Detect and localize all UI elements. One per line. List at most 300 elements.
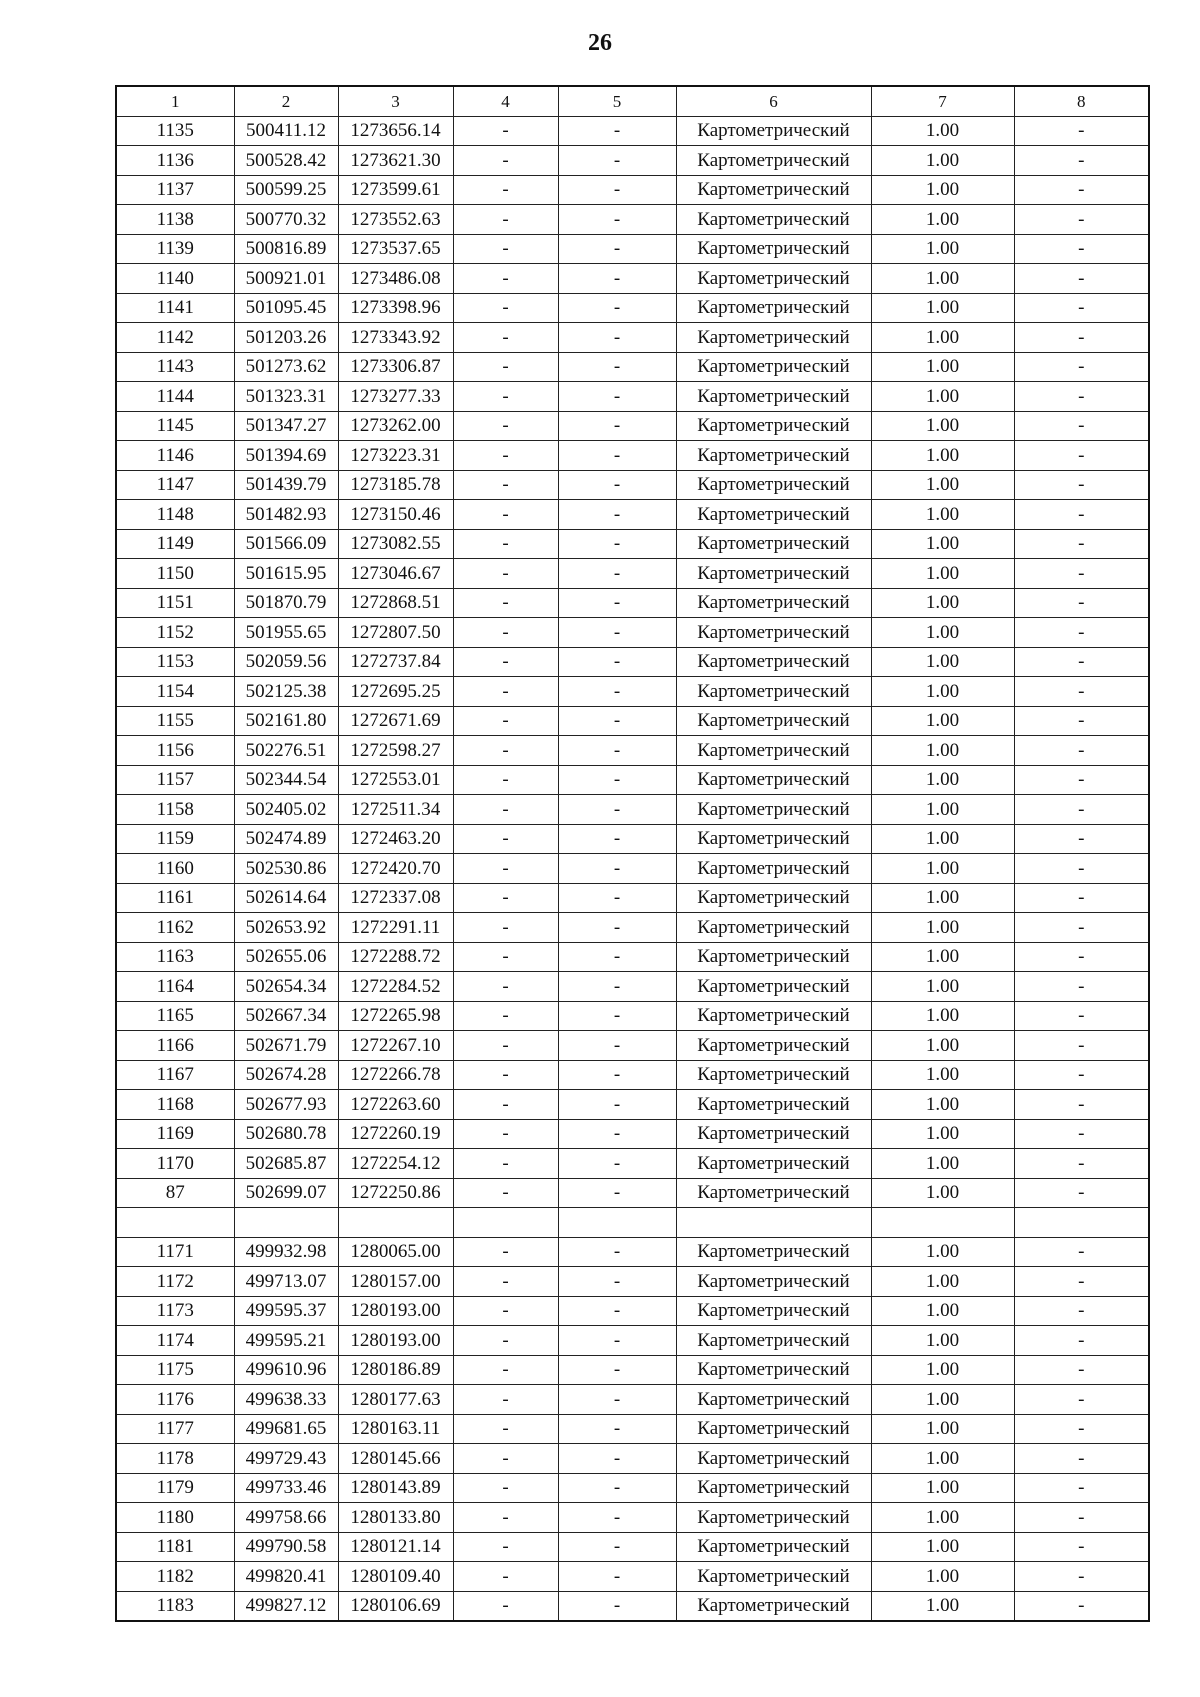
table-row: [116, 1237, 1149, 1267]
method-cell: Картометрический: [676, 1503, 871, 1533]
col-4-value-cell: -: [453, 588, 558, 618]
point-number-cell: 1137: [116, 175, 234, 205]
table-row: [116, 1355, 1149, 1385]
point-number-cell: 1176: [116, 1385, 234, 1415]
x-coordinate-cell: 499713.07: [234, 1267, 338, 1297]
col-4-value-cell: -: [453, 116, 558, 146]
col-8-value-cell: -: [1014, 647, 1149, 677]
col-8-value-cell: -: [1014, 529, 1149, 559]
col-8-value-cell: -: [1014, 1326, 1149, 1356]
col-4-value-cell: -: [453, 1267, 558, 1297]
y-coordinate-cell: 1272265.98: [338, 1001, 453, 1031]
col-8-value-cell: -: [1014, 175, 1149, 205]
point-number-cell: 1153: [116, 647, 234, 677]
col-4-value-cell: -: [453, 411, 558, 441]
table-row: [116, 559, 1149, 589]
col-5-value-cell: -: [558, 706, 676, 736]
col-5-value-cell: -: [558, 618, 676, 648]
x-coordinate-cell: 502699.07: [234, 1178, 338, 1208]
table-row: [116, 854, 1149, 884]
x-coordinate-cell: 502530.86: [234, 854, 338, 884]
x-coordinate-cell: 502125.38: [234, 677, 338, 707]
x-coordinate-cell: 502614.64: [234, 883, 338, 913]
col-5-value-cell: -: [558, 795, 676, 825]
accuracy-cell: 1.00: [871, 559, 1014, 589]
header-col-4: 4: [453, 86, 558, 116]
col-5-value-cell: -: [558, 765, 676, 795]
col-5-value-cell: -: [558, 1237, 676, 1267]
method-cell: Картометрический: [676, 352, 871, 382]
table-row: [116, 765, 1149, 795]
x-coordinate-cell: 499733.46: [234, 1473, 338, 1503]
table-row: [116, 1562, 1149, 1592]
point-number-cell: 1182: [116, 1562, 234, 1592]
col-5-value-cell: -: [558, 942, 676, 972]
accuracy-cell: 1.00: [871, 1237, 1014, 1267]
col-8-value-cell: -: [1014, 913, 1149, 943]
col-4-value-cell: -: [453, 736, 558, 766]
accuracy-cell: 1.00: [871, 116, 1014, 146]
col-5-value-cell: -: [558, 588, 676, 618]
col-4-value-cell: -: [453, 1385, 558, 1415]
accuracy-cell: 1.00: [871, 529, 1014, 559]
col-8-value-cell: -: [1014, 1414, 1149, 1444]
col-4-value-cell: -: [453, 942, 558, 972]
y-coordinate-cell: 1273082.55: [338, 529, 453, 559]
method-cell: Картометрический: [676, 234, 871, 264]
col-5-value-cell: -: [558, 323, 676, 353]
col-4-value-cell: -: [453, 913, 558, 943]
col-8-value-cell: -: [1014, 854, 1149, 884]
col-5-value-cell: -: [558, 1001, 676, 1031]
point-number-cell: 1161: [116, 883, 234, 913]
col-5-value-cell: -: [558, 1296, 676, 1326]
col-5-value-cell: -: [558, 1414, 676, 1444]
col-5-value-cell: -: [558, 1326, 676, 1356]
accuracy-cell: 1.00: [871, 323, 1014, 353]
col-5-value-cell: -: [558, 1031, 676, 1061]
col-8-value-cell: -: [1014, 883, 1149, 913]
table-header-row: [116, 86, 1149, 116]
col-5-value-cell: -: [558, 205, 676, 235]
point-number-cell: 1172: [116, 1267, 234, 1297]
y-coordinate-cell: 1273537.65: [338, 234, 453, 264]
accuracy-cell: 1.00: [871, 1001, 1014, 1031]
col-4-value-cell: -: [453, 470, 558, 500]
header-col-3: 3: [338, 86, 453, 116]
col-8-value-cell: -: [1014, 1237, 1149, 1267]
method-cell: Картометрический: [676, 972, 871, 1002]
col-4-value-cell: -: [453, 854, 558, 884]
y-coordinate-cell: 1272807.50: [338, 618, 453, 648]
accuracy-cell: 1.00: [871, 175, 1014, 205]
col-4-value-cell: -: [453, 824, 558, 854]
point-number-cell: 1183: [116, 1591, 234, 1621]
table-row: [116, 1385, 1149, 1415]
col-8-value-cell: -: [1014, 677, 1149, 707]
col-4-value-cell: -: [453, 234, 558, 264]
col-8-value-cell: -: [1014, 1060, 1149, 1090]
y-coordinate-cell: 1273621.30: [338, 146, 453, 176]
col-4-value-cell: -: [453, 677, 558, 707]
col-8-value-cell: -: [1014, 1090, 1149, 1120]
col-5-value-cell: -: [558, 293, 676, 323]
col-5-value-cell: -: [558, 1503, 676, 1533]
y-coordinate-cell: 1273223.31: [338, 441, 453, 471]
accuracy-cell: 1.00: [871, 795, 1014, 825]
col-8-value-cell: -: [1014, 795, 1149, 825]
col-8-value-cell: -: [1014, 411, 1149, 441]
x-coordinate-cell: 499595.37: [234, 1296, 338, 1326]
col-4-value-cell: -: [453, 352, 558, 382]
point-number-cell: 1171: [116, 1237, 234, 1267]
y-coordinate-cell: 1273150.46: [338, 500, 453, 530]
point-number-cell: 1135: [116, 116, 234, 146]
y-coordinate-cell: 1272266.78: [338, 1060, 453, 1090]
method-cell: Картометрический: [676, 1060, 871, 1090]
table-row: [116, 1031, 1149, 1061]
col-4-value-cell: -: [453, 647, 558, 677]
table-row: [116, 1591, 1149, 1621]
point-number-cell: 1166: [116, 1031, 234, 1061]
table-row: [116, 352, 1149, 382]
y-coordinate-cell: 1272598.27: [338, 736, 453, 766]
method-cell: Картометрический: [676, 1385, 871, 1415]
y-coordinate-cell: 1273277.33: [338, 382, 453, 412]
accuracy-cell: 1.00: [871, 1355, 1014, 1385]
accuracy-cell: 1.00: [871, 736, 1014, 766]
col-8-value-cell: -: [1014, 588, 1149, 618]
method-cell: Картометрический: [676, 559, 871, 589]
accuracy-cell: 1.00: [871, 854, 1014, 884]
col-4-value-cell: -: [453, 205, 558, 235]
point-number-cell: 1170: [116, 1149, 234, 1179]
x-coordinate-cell: 501273.62: [234, 352, 338, 382]
accuracy-cell: 1.00: [871, 765, 1014, 795]
method-cell: Картометрический: [676, 1031, 871, 1061]
table-row: [116, 175, 1149, 205]
method-cell: Картометрический: [676, 824, 871, 854]
accuracy-cell: 1.00: [871, 588, 1014, 618]
table-row: [116, 1001, 1149, 1031]
table-row: [116, 441, 1149, 471]
method-cell: Картометрический: [676, 588, 871, 618]
method-cell: Картометрический: [676, 1178, 871, 1208]
col-4-value-cell: -: [453, 1355, 558, 1385]
col-4-value-cell: -: [453, 618, 558, 648]
table-row: [116, 1326, 1149, 1356]
y-coordinate-cell: 1272553.01: [338, 765, 453, 795]
header-col-7: 7: [871, 86, 1014, 116]
x-coordinate-cell: 501615.95: [234, 559, 338, 589]
accuracy-cell: 1.00: [871, 264, 1014, 294]
accuracy-cell: 1.00: [871, 706, 1014, 736]
col-5-value-cell: -: [558, 1119, 676, 1149]
table-row: [116, 1414, 1149, 1444]
col-5-value-cell: -: [558, 382, 676, 412]
y-coordinate-cell: 1272284.52: [338, 972, 453, 1002]
accuracy-cell: 1.00: [871, 1031, 1014, 1061]
method-cell: Картометрический: [676, 1001, 871, 1031]
table-row: [116, 1503, 1149, 1533]
col-5-value-cell: [558, 1208, 676, 1238]
col-5-value-cell: -: [558, 1149, 676, 1179]
table-row: [116, 795, 1149, 825]
col-8-value-cell: -: [1014, 293, 1149, 323]
method-cell: Картометрический: [676, 1090, 871, 1120]
method-cell: Картометрический: [676, 1237, 871, 1267]
point-number-cell: 1165: [116, 1001, 234, 1031]
y-coordinate-cell: 1273343.92: [338, 323, 453, 353]
accuracy-cell: 1.00: [871, 293, 1014, 323]
x-coordinate-cell: 501203.26: [234, 323, 338, 353]
col-4-value-cell: -: [453, 146, 558, 176]
point-number-cell: 1158: [116, 795, 234, 825]
col-8-value-cell: -: [1014, 382, 1149, 412]
y-coordinate-cell: 1272737.84: [338, 647, 453, 677]
col-8-value-cell: -: [1014, 972, 1149, 1002]
col-4-value-cell: -: [453, 293, 558, 323]
col-8-value-cell: -: [1014, 1503, 1149, 1533]
method-cell: Картометрический: [676, 1267, 871, 1297]
accuracy-cell: 1.00: [871, 1414, 1014, 1444]
x-coordinate-cell: 502655.06: [234, 942, 338, 972]
col-5-value-cell: -: [558, 175, 676, 205]
col-4-value-cell: -: [453, 559, 558, 589]
method-cell: Картометрический: [676, 175, 871, 205]
x-coordinate-cell: 501095.45: [234, 293, 338, 323]
method-cell: Картометрический: [676, 382, 871, 412]
x-coordinate-cell: 502685.87: [234, 1149, 338, 1179]
x-coordinate-cell: 499758.66: [234, 1503, 338, 1533]
x-coordinate-cell: 499827.12: [234, 1591, 338, 1621]
method-cell: Картометрический: [676, 647, 871, 677]
x-coordinate-cell: 502405.02: [234, 795, 338, 825]
point-number-cell: 1160: [116, 854, 234, 884]
col-4-value-cell: -: [453, 1119, 558, 1149]
table-row: [116, 1296, 1149, 1326]
y-coordinate-cell: 1280193.00: [338, 1296, 453, 1326]
accuracy-cell: 1.00: [871, 972, 1014, 1002]
col-5-value-cell: -: [558, 1267, 676, 1297]
table-row: [116, 411, 1149, 441]
accuracy-cell: 1.00: [871, 1326, 1014, 1356]
coordinates-table: [115, 85, 1150, 1622]
col-8-value-cell: -: [1014, 1385, 1149, 1415]
y-coordinate-cell: 1272250.86: [338, 1178, 453, 1208]
x-coordinate-cell: 501347.27: [234, 411, 338, 441]
table-row: [116, 1208, 1149, 1238]
accuracy-cell: 1.00: [871, 234, 1014, 264]
col-8-value-cell: -: [1014, 1296, 1149, 1326]
col-5-value-cell: -: [558, 824, 676, 854]
method-cell: [676, 1208, 871, 1238]
col-5-value-cell: -: [558, 411, 676, 441]
col-5-value-cell: -: [558, 116, 676, 146]
col-4-value-cell: -: [453, 264, 558, 294]
accuracy-cell: 1.00: [871, 1267, 1014, 1297]
table-row: [116, 1532, 1149, 1562]
header-col-6: 6: [676, 86, 871, 116]
method-cell: Картометрический: [676, 883, 871, 913]
method-cell: Картометрический: [676, 795, 871, 825]
point-number-cell: 1159: [116, 824, 234, 854]
col-4-value-cell: -: [453, 1503, 558, 1533]
col-5-value-cell: -: [558, 146, 676, 176]
method-cell: Картометрический: [676, 529, 871, 559]
col-8-value-cell: -: [1014, 1473, 1149, 1503]
method-cell: Картометрический: [676, 942, 871, 972]
col-4-value-cell: -: [453, 1444, 558, 1474]
col-4-value-cell: -: [453, 1090, 558, 1120]
table-row: [116, 205, 1149, 235]
table-row: [116, 618, 1149, 648]
y-coordinate-cell: 1272671.69: [338, 706, 453, 736]
col-5-value-cell: -: [558, 736, 676, 766]
col-4-value-cell: -: [453, 795, 558, 825]
col-8-value-cell: -: [1014, 470, 1149, 500]
col-4-value-cell: -: [453, 500, 558, 530]
col-5-value-cell: -: [558, 234, 676, 264]
y-coordinate-cell: 1280193.00: [338, 1326, 453, 1356]
table-row: [116, 913, 1149, 943]
col-5-value-cell: -: [558, 1562, 676, 1592]
point-number-cell: 1143: [116, 352, 234, 382]
x-coordinate-cell: 502276.51: [234, 736, 338, 766]
x-coordinate-cell: 499790.58: [234, 1532, 338, 1562]
y-coordinate-cell: 1272291.11: [338, 913, 453, 943]
accuracy-cell: 1.00: [871, 352, 1014, 382]
col-4-value-cell: -: [453, 1237, 558, 1267]
x-coordinate-cell: 499595.21: [234, 1326, 338, 1356]
col-4-value-cell: -: [453, 1562, 558, 1592]
table-row: [116, 323, 1149, 353]
y-coordinate-cell: 1280143.89: [338, 1473, 453, 1503]
col-5-value-cell: -: [558, 1473, 676, 1503]
y-coordinate-cell: 1280133.80: [338, 1503, 453, 1533]
col-4-value-cell: -: [453, 972, 558, 1002]
x-coordinate-cell: 500528.42: [234, 146, 338, 176]
col-8-value-cell: -: [1014, 765, 1149, 795]
header-col-2: 2: [234, 86, 338, 116]
y-coordinate-cell: 1273262.00: [338, 411, 453, 441]
y-coordinate-cell: 1280106.69: [338, 1591, 453, 1621]
x-coordinate-cell: 502654.34: [234, 972, 338, 1002]
x-coordinate-cell: 502474.89: [234, 824, 338, 854]
col-4-value-cell: -: [453, 529, 558, 559]
y-coordinate-cell: 1280157.00: [338, 1267, 453, 1297]
method-cell: Картометрический: [676, 1296, 871, 1326]
table-row: [116, 1090, 1149, 1120]
accuracy-cell: 1.00: [871, 1385, 1014, 1415]
col-5-value-cell: -: [558, 1090, 676, 1120]
col-5-value-cell: -: [558, 677, 676, 707]
method-cell: Картометрический: [676, 1149, 871, 1179]
header-col-8: 8: [1014, 86, 1149, 116]
x-coordinate-cell: 502059.56: [234, 647, 338, 677]
point-number-cell: 1163: [116, 942, 234, 972]
x-coordinate-cell: 502161.80: [234, 706, 338, 736]
point-number-cell: 1139: [116, 234, 234, 264]
table-row: [116, 234, 1149, 264]
col-8-value-cell: -: [1014, 146, 1149, 176]
accuracy-cell: 1.00: [871, 411, 1014, 441]
method-cell: Картометрический: [676, 1326, 871, 1356]
x-coordinate-cell: 500921.01: [234, 264, 338, 294]
x-coordinate-cell: 499681.65: [234, 1414, 338, 1444]
table-row: [116, 883, 1149, 913]
x-coordinate-cell: 501439.79: [234, 470, 338, 500]
table-row: [116, 382, 1149, 412]
y-coordinate-cell: 1280163.11: [338, 1414, 453, 1444]
col-8-value-cell: -: [1014, 706, 1149, 736]
col-4-value-cell: -: [453, 1473, 558, 1503]
point-number-cell: 1162: [116, 913, 234, 943]
accuracy-cell: 1.00: [871, 382, 1014, 412]
point-number-cell: 1155: [116, 706, 234, 736]
method-cell: Картометрический: [676, 1444, 871, 1474]
col-8-value-cell: -: [1014, 500, 1149, 530]
col-5-value-cell: -: [558, 559, 676, 589]
x-coordinate-cell: 502677.93: [234, 1090, 338, 1120]
table-row: [116, 647, 1149, 677]
col-5-value-cell: -: [558, 1385, 676, 1415]
accuracy-cell: 1.00: [871, 1149, 1014, 1179]
col-5-value-cell: -: [558, 883, 676, 913]
col-8-value-cell: -: [1014, 352, 1149, 382]
col-4-value-cell: -: [453, 382, 558, 412]
table-row: [116, 677, 1149, 707]
table-row: [116, 972, 1149, 1002]
point-number-cell: 1168: [116, 1090, 234, 1120]
col-8-value-cell: -: [1014, 264, 1149, 294]
col-5-value-cell: -: [558, 1444, 676, 1474]
table-row: [116, 1149, 1149, 1179]
col-8-value-cell: -: [1014, 1562, 1149, 1592]
x-coordinate-cell: 499820.41: [234, 1562, 338, 1592]
y-coordinate-cell: 1272263.60: [338, 1090, 453, 1120]
header-col-5: 5: [558, 86, 676, 116]
col-4-value-cell: -: [453, 1031, 558, 1061]
x-coordinate-cell: 502671.79: [234, 1031, 338, 1061]
col-5-value-cell: -: [558, 647, 676, 677]
col-5-value-cell: -: [558, 913, 676, 943]
col-5-value-cell: -: [558, 854, 676, 884]
accuracy-cell: 1.00: [871, 677, 1014, 707]
table-row: [116, 1178, 1149, 1208]
col-4-value-cell: -: [453, 1060, 558, 1090]
y-coordinate-cell: 1273185.78: [338, 470, 453, 500]
col-8-value-cell: -: [1014, 1119, 1149, 1149]
col-4-value-cell: [453, 1208, 558, 1238]
point-number-cell: 1142: [116, 323, 234, 353]
point-number-cell: 1149: [116, 529, 234, 559]
col-8-value-cell: -: [1014, 234, 1149, 264]
y-coordinate-cell: 1272260.19: [338, 1119, 453, 1149]
col-4-value-cell: -: [453, 441, 558, 471]
method-cell: Картометрический: [676, 1532, 871, 1562]
col-4-value-cell: -: [453, 1532, 558, 1562]
x-coordinate-cell: 500411.12: [234, 116, 338, 146]
point-number-cell: 1148: [116, 500, 234, 530]
col-5-value-cell: -: [558, 470, 676, 500]
col-5-value-cell: -: [558, 1532, 676, 1562]
accuracy-cell: 1.00: [871, 1532, 1014, 1562]
method-cell: Картометрический: [676, 146, 871, 176]
col-8-value-cell: -: [1014, 1178, 1149, 1208]
table-row: [116, 1060, 1149, 1090]
col-5-value-cell: -: [558, 264, 676, 294]
